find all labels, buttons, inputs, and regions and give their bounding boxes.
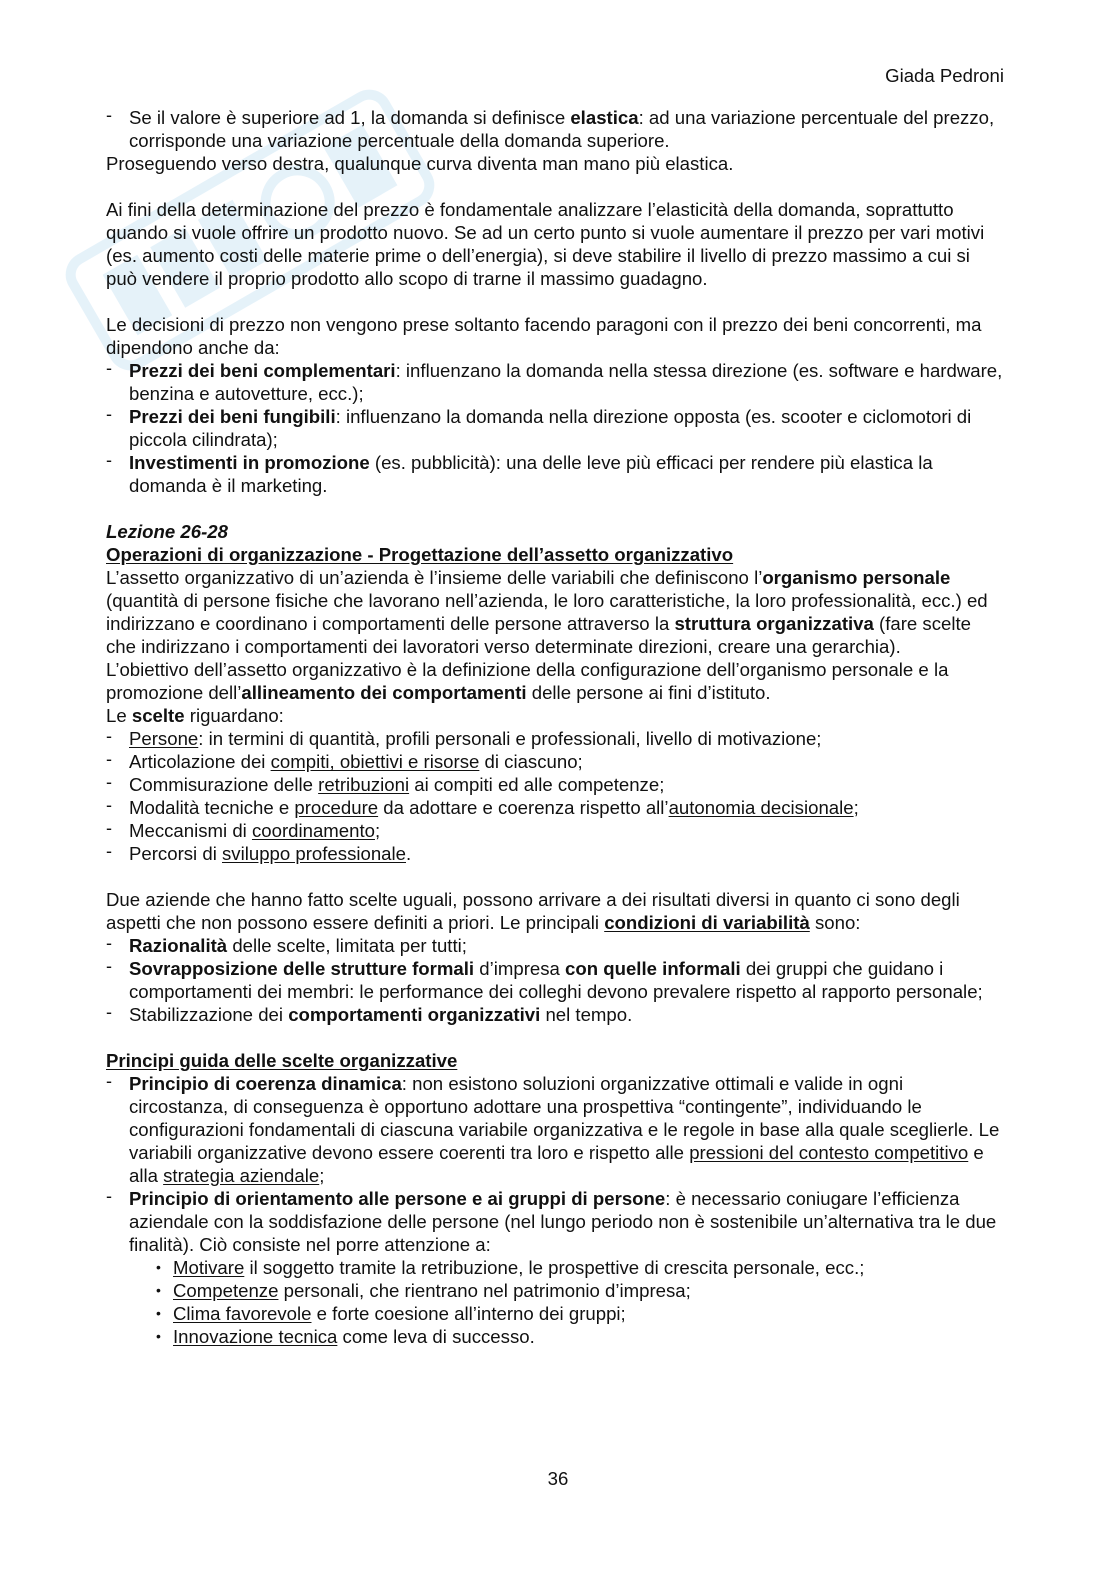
author-name: Giada Pedroni [885,65,1004,86]
list-item: - Prezzi dei beni complementari: influenzano la domanda nella stessa direzione (es. software e hardware, benzina e autovetture, ecc.); [106,359,1006,405]
list-item: - Se il valore è superiore ad 1, la domanda si definisce elastica: ad una variazione percentuale del prezzo, corrisponde una variazione percentuale della domanda superiore. [106,106,1006,152]
list-item: - Meccanismi di coordinamento; [106,819,1006,842]
list-item: - Stabilizzazione dei comportamenti organizzativi nel tempo. [106,1003,1006,1026]
bullet-item: • Innovazione tecnica come leva di successo. [106,1325,1006,1348]
list-item: - Investimenti in promozione (es. pubblicità): una delle leve più efficaci per rendere più elastica la domanda è il marketing. [106,451,1006,497]
paragraph: L’assetto organizzativo di un’azienda è l’insieme delle variabili che definiscono l’organismo personale (quantità di persone fisiche che lavorano nell’azienda, le loro caratteristiche, la loro professionalità, ecc.) ed indirizzano e coordinano i comportamenti delle persone attraverso la struttura organizzativa (fare scelte che indirizzano i comportamenti dei lavoratori verso determinate direzioni, creare una gerarchia). [106,567,988,657]
paragraph: Due aziende che hanno fatto scelte uguali, possono arrivare a dei risultati diversi in quanto ci sono degli aspetti che non possono essere definiti a priori. Le principali condizioni di variabilità sono: [106,889,960,933]
list-item: - Articolazione dei compiti, obiettivi e risorse di ciascuno; [106,750,1006,773]
list-item: - Percorsi di sviluppo professionale. [106,842,1006,865]
list-item: - Prezzi dei beni fungibili: influenzano la domanda nella direzione opposta (es. scooter e ciclomotori di piccola cilindrata); [106,405,1006,451]
bullet-item: • Motivare il soggetto tramite la retribuzione, le prospettive di crescita personale, ecc.; [106,1256,1006,1279]
list-item: - Razionalità delle scelte, limitata per tutti; [106,934,1006,957]
list-item: - Principio di orientamento alle persone e ai gruppi di persone: è necessario coniugare l’efficienza aziendale con la soddisfazione delle persone (nel lungo periodo non è sostenibile un’alternativa tra le due finalità). Ciò consiste nel porre attenzione a: [106,1187,1006,1256]
section-heading: Principi guida delle scelte organizzative [106,1050,458,1071]
paragraph: L’obiettivo dell’assetto organizzativo è la definizione della configurazione dell’organismo personale e la promozione dell’allineamento dei comportamenti delle persone ai fini d’istituto. [106,659,949,703]
bullet-item: • Clima favorevole e forte coesione all’interno dei gruppi; [106,1302,1006,1325]
list-item: - Sovrapposizione delle strutture formali d’impresa con quelle informali dei gruppi che guidano i comportamenti dei membri: le performance dei colleghi devono prevalere rispetto al rapporto personale; [106,957,1006,1003]
section-heading: Operazioni di organizzazione - Progettazione dell’assetto organizzativo [106,544,734,565]
paragraph: Proseguendo verso destra, qualunque curva diventa man mano più elastica. [106,153,734,174]
lesson-label: Lezione 26-28 [106,521,228,542]
list-item: - Persone: in termini di quantità, profili personali e professionali, livello di motivazione; [106,727,1006,750]
list-item: - Modalità tecniche e procedure da adottare e coerenza rispetto all’autonomia decisionale; [106,796,1006,819]
list-item: - Commisurazione delle retribuzioni ai compiti ed alle competenze; [106,773,1006,796]
page-number: 36 [547,1468,569,1489]
list-item: - Principio di coerenza dinamica: non esistono soluzioni organizzative ottimali e valide in ogni circostanza, di conseguenza è opportuno adottare una prospettiva “contingente”, individuando le configurazioni fondamentali di ciascuna variabile organizzativa e le regole in base alla quale sceglierle. Le variabili organizzative devono essere coerenti tra loro e rispetto alle pressioni del contesto competitivo e alla strategia aziendale; [106,1072,1006,1187]
paragraph: Le scelte riguardano: [106,705,284,726]
paragraph: Le decisioni di prezzo non vengono prese soltanto facendo paragoni con il prezzo dei beni concorrenti, ma dipendono anche da: [106,314,982,358]
bullet-item: • Competenze personali, che rientrano nel patrimonio d’impresa; [106,1279,1006,1302]
page-content [106,106,1006,1348]
paragraph: Ai fini della determinazione del prezzo è fondamentale analizzare l’elasticità della domanda, soprattutto quando si vuole offrire un prodotto nuovo. Se ad un certo punto si vuole aumentare il prezzo per vari motivi (es. aumento costi delle materie prime o dell’energia), si deve stabilire il livello di prezzo massimo a cui si può vendere il proprio prodotto allo scopo di trarne il massimo guadagno. [106,199,985,289]
